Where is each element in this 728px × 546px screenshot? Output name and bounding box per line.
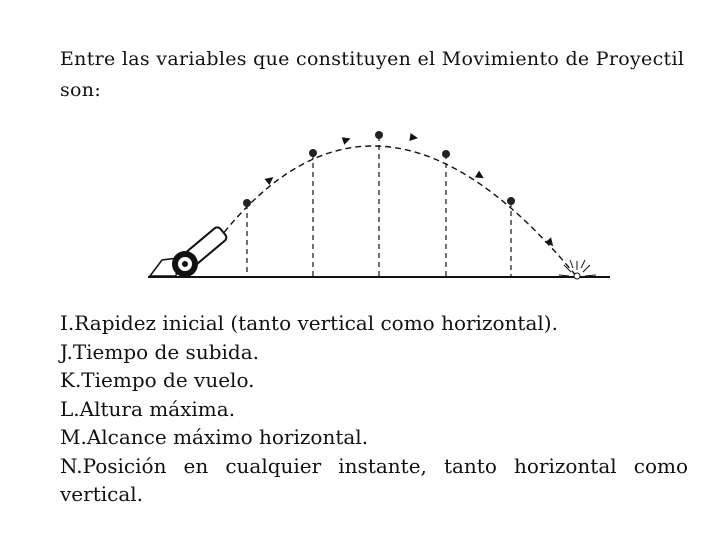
arrow-icon: [409, 133, 418, 142]
cannon-icon: [150, 226, 228, 277]
list-item: I.Rapidez inicial (tanto vertical como horizontal).: [60, 311, 558, 335]
list-item: N.Posición en cualquier instante, tanto horizontal como vertical.: [60, 453, 688, 506]
drop-lines: [247, 136, 511, 277]
list-item: M.Alcance máximo horizontal.: [60, 425, 369, 449]
intro-text: Entre las variables que constituyen el Movimiento de Proyectil son:: [60, 48, 685, 101]
list-item: J.Tiempo de subida.: [60, 339, 259, 364]
projectile-ball-icon: [507, 197, 515, 205]
arrow-icon: [475, 171, 486, 182]
arrow-icon: [545, 237, 556, 248]
projectile-balls: [243, 131, 515, 207]
list-item: L.Altura máxima.: [60, 396, 236, 421]
projectile-motion-figure: [140, 120, 620, 290]
arrow-icon: [342, 135, 352, 145]
list-item: K.Tiempo de vuelo.: [60, 368, 255, 392]
projectile-ball-icon: [442, 150, 450, 158]
projectile-ball-icon: [375, 131, 383, 139]
projectile-ball-icon: [243, 199, 251, 207]
variables-list: [60, 309, 688, 509]
trajectory-path: [218, 146, 577, 277]
arrow-icon: [265, 174, 276, 185]
projectile-ball-icon: [309, 149, 317, 157]
